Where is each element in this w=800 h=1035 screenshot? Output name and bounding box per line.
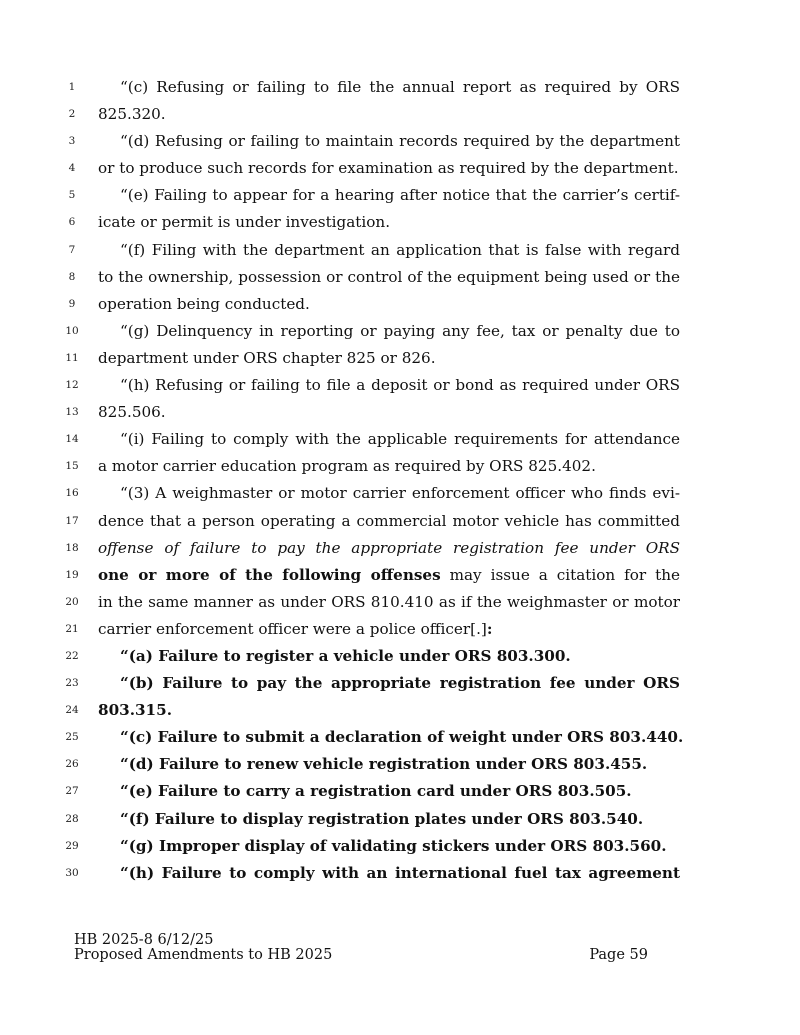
document-line [0, 778, 800, 805]
document-line [0, 372, 800, 399]
line-text [98, 616, 680, 643]
line-number: 27 [65, 785, 79, 798]
document-line [0, 237, 800, 264]
line-number: 17 [65, 514, 79, 527]
document-line [0, 399, 800, 426]
text-segment: “(d) Refusing or failing to maintain records required by the department [120, 132, 680, 151]
document-line [0, 155, 800, 182]
document-line [0, 535, 800, 562]
document-line [0, 480, 800, 507]
italic-deleted-text: offense of failure to pay the appropriate registration fee under ORS [98, 538, 680, 557]
document-line [0, 182, 800, 209]
document-line [0, 74, 800, 101]
document-line [0, 318, 800, 345]
bold-text: “(f) Failure to display registration plates under ORS 803.540. [120, 809, 644, 828]
line-number: 4 [68, 162, 76, 175]
bold-text: “(h) Failure to comply with an international fuel tax agreement [120, 863, 680, 882]
document-line [0, 670, 800, 697]
line-text [98, 453, 680, 480]
bold-text: “(c) Failure to submit a declaration of weight under ORS 803.440. [120, 728, 684, 747]
document-body [0, 74, 800, 887]
document-line [0, 589, 800, 616]
text-segment: carrier enforcement officer were a police officer[.] [98, 619, 487, 638]
line-number: 20 [65, 595, 79, 608]
line-text [120, 480, 680, 507]
line-text [120, 860, 680, 887]
line-number: 16 [65, 487, 79, 500]
line-text [98, 535, 680, 562]
document-line [0, 128, 800, 155]
document-line [0, 209, 800, 236]
line-number: 21 [65, 622, 79, 635]
line-number: 10 [65, 324, 79, 337]
line-text [120, 74, 680, 101]
document-line [0, 508, 800, 535]
line-number: 9 [68, 297, 76, 310]
line-text [98, 508, 680, 535]
document-line [0, 345, 800, 372]
line-text [98, 399, 680, 426]
text-segment: a motor carrier education program as required by ORS 825.402. [98, 457, 596, 476]
line-text [98, 209, 680, 236]
text-segment: dence that a person operating a commercial motor vehicle has committed [98, 511, 680, 530]
line-number: 24 [65, 704, 79, 717]
text-segment: may issue a citation for the [449, 565, 680, 584]
document-line [0, 833, 800, 860]
page-footer [74, 933, 654, 963]
line-number: 5 [68, 189, 76, 202]
text-segment: in the same manner as under ORS 810.410 as if the weighmaster or motor [98, 592, 680, 611]
line-text [98, 697, 680, 724]
document-line [0, 697, 800, 724]
line-number: 6 [68, 216, 76, 229]
line-text [120, 670, 680, 697]
text-segment: “(g) Delinquency in reporting or paying any fee, tax or penalty due to [120, 321, 680, 340]
line-number: 14 [65, 433, 79, 446]
line-number: 8 [68, 270, 76, 283]
line-text [98, 291, 680, 318]
line-number: 12 [65, 379, 79, 392]
document-line [0, 806, 800, 833]
text-segment: “(f) Filing with the department an application that is false with regard [120, 240, 680, 259]
line-number: 25 [65, 731, 79, 744]
document-line [0, 426, 800, 453]
line-text [120, 833, 680, 860]
line-number: 15 [65, 460, 79, 473]
line-text [98, 589, 680, 616]
line-text [120, 724, 684, 751]
text-segment: “(i) Failing to comply with the applicable requirements for attendance [120, 430, 680, 449]
line-text [120, 372, 680, 399]
document-line [0, 860, 800, 887]
footer-page-number: Page 59 [589, 947, 648, 963]
text-segment: operation being conducted. [98, 294, 310, 313]
text-segment: “(e) Failing to appear for a hearing after notice that the carrier’s certif- [120, 186, 680, 205]
line-text [120, 778, 680, 805]
line-number: 18 [65, 541, 79, 554]
document-line [0, 562, 800, 589]
line-text [120, 237, 680, 264]
line-text [120, 318, 680, 345]
bold-text: 803.315. [98, 701, 172, 720]
line-text [98, 345, 680, 372]
bold-text: “(g) Improper display of validating stickers under ORS 803.560. [120, 836, 667, 855]
line-number: 29 [65, 839, 79, 852]
bold-text: “(b) Failure to pay the appropriate registration fee under ORS [120, 674, 680, 693]
footer-description: Proposed Amendments to HB 2025 [74, 947, 333, 963]
text-segment: or to produce such records for examination as required by the department. [98, 159, 679, 178]
bold-text: : [486, 619, 493, 638]
text-segment: department under ORS chapter 825 or 826. [98, 348, 436, 367]
line-number: 11 [65, 351, 79, 364]
bold-text: “(a) Failure to register a vehicle under ORS 803.300. [120, 646, 571, 665]
line-number: 7 [68, 243, 76, 256]
document-line [0, 643, 800, 670]
line-text [120, 806, 680, 833]
line-number: 19 [65, 568, 79, 581]
text-segment: “(h) Refusing or failing to file a deposit or bond as required under ORS [120, 376, 680, 395]
line-text [98, 264, 680, 291]
line-text [98, 562, 680, 589]
document-line [0, 101, 800, 128]
text-segment: to the ownership, possession or control of the equipment being used or the [98, 267, 680, 286]
text-segment: icate or permit is under investigation. [98, 213, 391, 232]
line-number: 23 [65, 677, 79, 690]
document-line [0, 751, 800, 778]
line-number: 13 [65, 406, 79, 419]
text-segment: 825.320. [98, 105, 166, 124]
text-segment: “(3) A weighmaster or motor carrier enforcement officer who finds evi- [120, 484, 680, 503]
line-text [120, 128, 680, 155]
line-text [120, 643, 680, 670]
bold-text: “(e) Failure to carry a registration card under ORS 803.505. [120, 782, 632, 801]
document-line [0, 724, 800, 751]
text-segment: “(c) Refusing or failing to file the annual report as required by ORS [120, 78, 680, 96]
line-number: 26 [65, 758, 79, 771]
document-line [0, 453, 800, 480]
document-line [0, 291, 800, 318]
line-number: 22 [65, 649, 79, 662]
line-number: 1 [68, 81, 76, 93]
line-number: 30 [65, 866, 79, 879]
document-line [0, 616, 800, 643]
line-text [120, 751, 680, 778]
line-text [120, 426, 680, 453]
document-line [0, 264, 800, 291]
bold-text: one or more of the following offenses [98, 565, 441, 584]
line-number: 2 [68, 108, 76, 121]
line-text [120, 182, 680, 209]
line-text [98, 155, 680, 182]
line-number: 28 [65, 812, 79, 825]
line-text [98, 101, 680, 128]
bold-text: “(d) Failure to renew vehicle registration under ORS 803.455. [120, 755, 648, 774]
line-number: 3 [68, 135, 76, 148]
text-segment: 825.506. [98, 403, 166, 422]
footer-bill-id: HB 2025-8 6/12/25 [74, 932, 214, 948]
